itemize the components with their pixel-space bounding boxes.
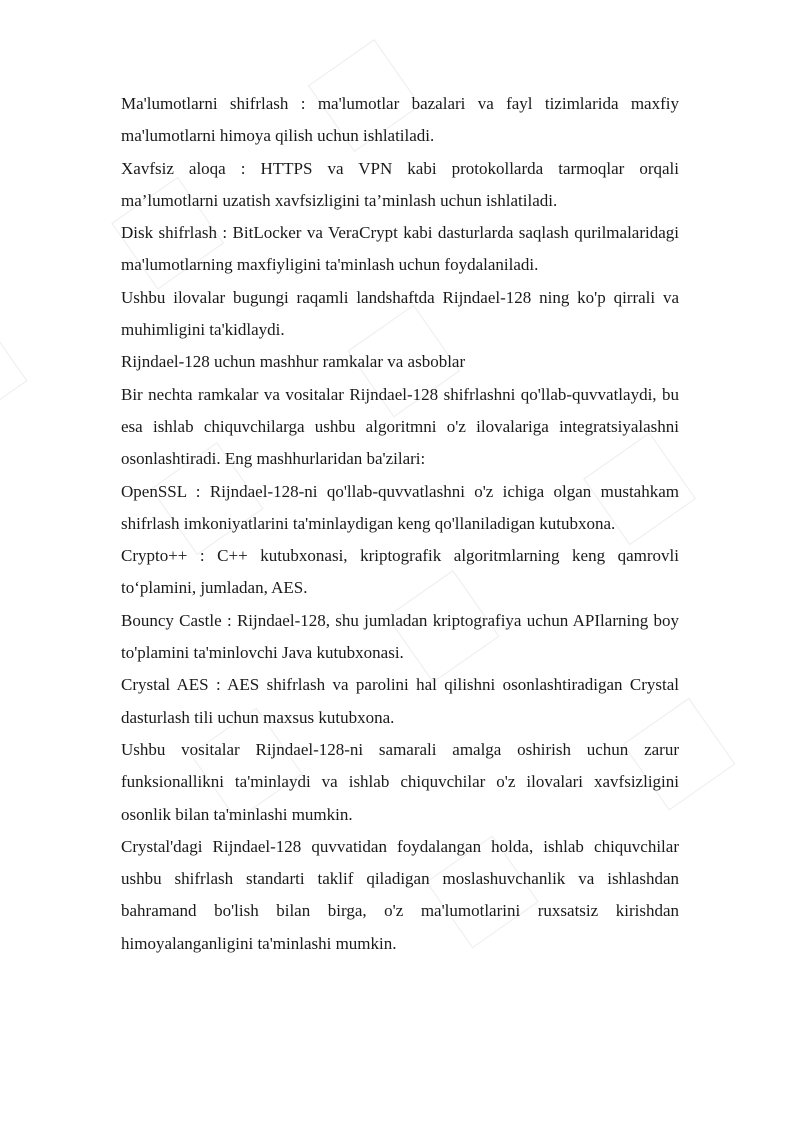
paragraph-frameworks-intro: Bir nechta ramkalar va vositalar Rijndael-128 shifrlashni qo'llab-quvvatlaydi, bu esa ishlab chiquvchilarga ushbu algoritmni o'z ilovalariga integratsiyalashni osonlashtiradi. Eng mashhurlaridan ba'zilari: (121, 384, 679, 469)
section-heading: Rijndael-128 uchun mashhur ramkalar va asboblar (121, 352, 466, 372)
paragraph-secure-communication: Xavfsiz aloqa : HTTPS va VPN kabi protokollarda tarmoqlar orqali ma’lumotlarni uzatish xavfsizligini ta’minlash uchun ishlatiladi. (121, 158, 679, 210)
paragraph-crystal-aes: Crystal AES : AES shifrlash va parolini hal qilishni osonlashtiradigan Crystal dasturlash tili uchun maxsus kutubxona. (121, 675, 679, 727)
paragraph-disk-encryption: Disk shifrlash : BitLocker va VeraCrypt kabi dasturlarda saqlash qurilmalaridagi ma'lumotlarning maxfiyligini ta'minlash uchun foydalaniladi. (121, 223, 679, 275)
paragraph-applications-summary: Ushbu ilovalar bugungi raqamli landshaftda Rijndael-128 ning ko'p qirrali va muhimligini ta'kidlaydi. (121, 287, 679, 340)
paragraph-openssl: OpenSSL : Rijndael-128-ni qo'llab-quvvatlashni o'z ichiga olgan mustahkam shifrlash imkoniyatlarini ta'minlaydigan keng qo'llaniladigan kutubxona. (121, 481, 679, 533)
paragraph-conclusion: Crystal'dagi Rijndael-128 quvvatidan foydalangan holda, ishlab chiquvchilar ushbu shifrlash standarti taklif qiladigan moslashuvchanlik va ishlashdan bahramand bo'lish bilan birga, o'z ma'lumotlarini ruxsatsiz kirishdan himoyalanganligini ta'minlashi mumkin. (121, 836, 679, 953)
document-body (121, 88, 679, 960)
paragraph-bouncy-castle: Bouncy Castle : Rijndael-128, shu jumladan kriptografiya uchun APIlarning boy to'plamini ta'minlovchi Java kutubxonasi. (121, 610, 679, 663)
paragraph-cryptopp: Crypto++ : C++ kutubxonasi, kriptografik algoritmlarning keng qamrovli to‘plamini, jumladan, AES. (121, 546, 679, 598)
paragraph-data-encryption: Ma'lumotlarni shifrlash : ma'lumotlar bazalari va fayl tizimlarida maxfiy ma'lumotlarni himoya qilish uchun ishlatiladi. (121, 94, 679, 146)
paragraph-tools-summary: Ushbu vositalar Rijndael-128-ni samarali amalga oshirish uchun zarur funksionallikni ta'minlaydi va ishlab chiquvchilar o'z ilovalari xavfsizligini osonlik bilan ta'minlashi mumkin. (121, 739, 679, 824)
